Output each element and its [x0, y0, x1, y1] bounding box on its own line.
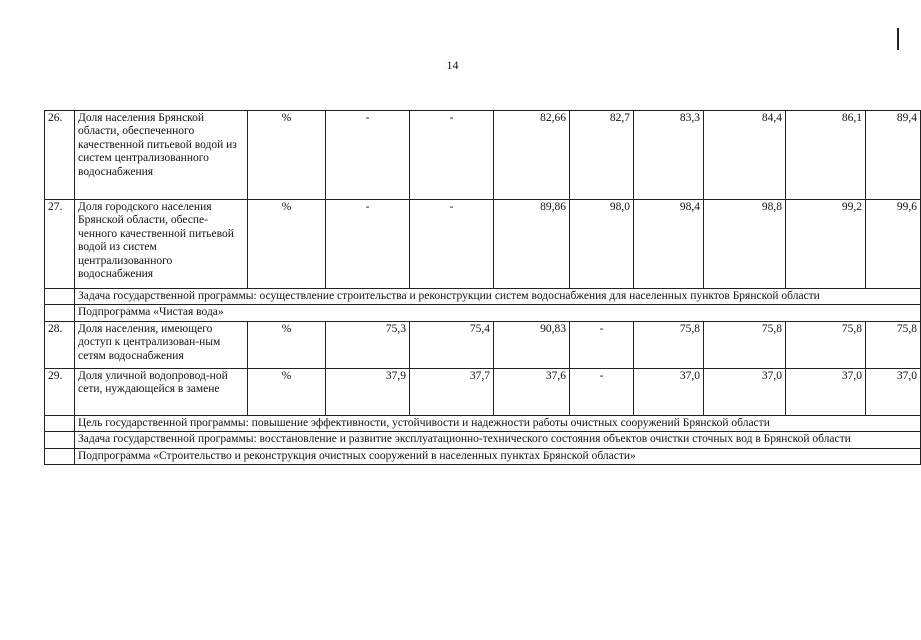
value-cell: - [410, 111, 494, 200]
section-heading: Задача государственной программы: восстановление и развитие эксплуатационно-технического состояния объектов очистки сточных вод в Брянской области [75, 432, 921, 448]
indicator-name: Доля городского населения Брянской области, обеспе-ченного качественной питьевой водой из систем централизованного водоснабжения [75, 200, 248, 289]
value-cell: 84,4 [704, 111, 786, 200]
value-cell: 75,3 [326, 321, 410, 368]
blank-cell [45, 415, 75, 431]
table-row [45, 321, 921, 368]
row-number: 26. [45, 111, 75, 200]
section-heading: Подпрограмма «Чистая вода» [75, 305, 921, 321]
blank-cell [45, 305, 75, 321]
unit-cell: % [248, 111, 326, 200]
table-row [45, 368, 921, 415]
value-cell: - [326, 111, 410, 200]
unit-cell: % [248, 368, 326, 415]
value-cell: 99,6 [866, 200, 921, 289]
value-cell: 75,8 [866, 321, 921, 368]
value-cell: 98,8 [704, 200, 786, 289]
indicator-name: Доля населения Брянской области, обеспеченного качественной питьевой водой из систем централизованного водоснабжения [75, 111, 248, 200]
section-heading: Подпрограмма «Строительство и реконструкция очистных сооружений в населенных пунктах Брянской области» [75, 448, 921, 464]
value-cell: 37,9 [326, 368, 410, 415]
blank-cell [45, 432, 75, 448]
row-number: 28. [45, 321, 75, 368]
scan-edge-mark [897, 28, 899, 50]
value-cell: 37,0 [634, 368, 704, 415]
blank-cell [45, 448, 75, 464]
table-row [45, 111, 921, 200]
unit-cell: % [248, 200, 326, 289]
value-cell: - [410, 200, 494, 289]
value-cell: 82,7 [570, 111, 634, 200]
row-number: 27. [45, 200, 75, 289]
indicator-name: Доля уличной водопровод-ной сети, нуждающейся в замене [75, 368, 248, 415]
indicator-name: Доля населения, имеющего доступ к централизован-ным сетям водоснабжения [75, 321, 248, 368]
section-heading: Цель государственной программы: повышение эффективности, устойчивости и надежности работы очистных сооружений Брянской области [75, 415, 921, 431]
value-cell: 75,8 [634, 321, 704, 368]
value-cell: - [326, 200, 410, 289]
section-row [45, 305, 921, 321]
value-cell: 98,4 [634, 200, 704, 289]
value-cell: 90,83 [494, 321, 570, 368]
indicators-table [44, 110, 921, 465]
section-heading: Задача государственной программы: осуществление строительства и реконструкции систем водоснабжения для населенных пунктов Брянской области [75, 289, 921, 305]
section-row [45, 432, 921, 448]
value-cell: 75,4 [410, 321, 494, 368]
value-cell: - [570, 368, 634, 415]
value-cell: 37,0 [704, 368, 786, 415]
blank-cell [45, 289, 75, 305]
value-cell: 89,86 [494, 200, 570, 289]
section-row [45, 289, 921, 305]
value-cell: 37,7 [410, 368, 494, 415]
section-row [45, 415, 921, 431]
value-cell: 75,8 [786, 321, 866, 368]
value-cell: 98,0 [570, 200, 634, 289]
value-cell: 83,3 [634, 111, 704, 200]
unit-cell: % [248, 321, 326, 368]
value-cell: 86,1 [786, 111, 866, 200]
table-body [45, 111, 921, 465]
value-cell: - [570, 321, 634, 368]
value-cell: 37,0 [866, 368, 921, 415]
table-row [45, 200, 921, 289]
page-number: 14 [446, 58, 459, 72]
value-cell: 75,8 [704, 321, 786, 368]
value-cell: 82,66 [494, 111, 570, 200]
row-number: 29. [45, 368, 75, 415]
value-cell: 37,0 [786, 368, 866, 415]
value-cell: 99,2 [786, 200, 866, 289]
value-cell: 37,6 [494, 368, 570, 415]
section-row [45, 448, 921, 464]
scan-artifact-dots [10, 14, 710, 16]
value-cell: 89,4 [866, 111, 921, 200]
